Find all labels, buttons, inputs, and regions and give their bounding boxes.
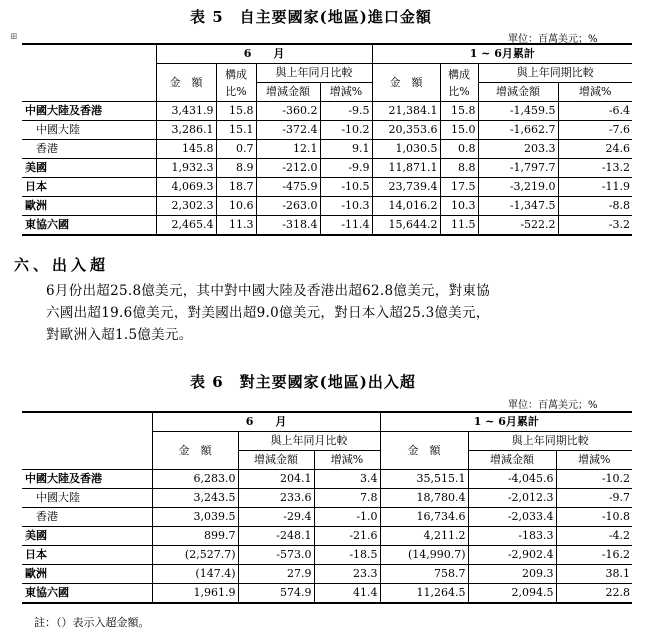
table5-cum-change-header: 增減金額 bbox=[478, 83, 558, 102]
table5-cum-amount-header: 金 額 bbox=[372, 64, 440, 102]
table-row bbox=[22, 102, 632, 121]
table5-share-header: 構成比% bbox=[216, 64, 256, 102]
table-cell: -1,347.5 bbox=[478, 197, 558, 216]
table-cell: -2,033.4 bbox=[468, 508, 556, 527]
table-cell: 1,932.3 bbox=[156, 159, 216, 178]
table-cell: 2,465.4 bbox=[156, 216, 216, 236]
table-cell: -9.7 bbox=[556, 489, 632, 508]
table-cell: -9.9 bbox=[320, 159, 372, 178]
table5-yoy-cum-header: 與上年同期比較 bbox=[478, 64, 632, 83]
table6-month-header: 6 月 bbox=[152, 412, 380, 432]
table-cell: -1.0 bbox=[314, 508, 380, 527]
table-move-handle-icon[interactable]: ⊞ bbox=[10, 32, 18, 42]
row-label: 香港 bbox=[22, 508, 152, 527]
row-label: 中國大陸 bbox=[22, 121, 156, 140]
table-cell: -10.8 bbox=[556, 508, 632, 527]
table6-corner bbox=[22, 412, 152, 470]
table-cell: 15,644.2 bbox=[372, 216, 440, 236]
table-cell: 22.8 bbox=[556, 584, 632, 604]
row-label: 日本 bbox=[22, 178, 156, 197]
table-cell: 7.8 bbox=[314, 489, 380, 508]
table-cell: -16.2 bbox=[556, 546, 632, 565]
table-cell: 23,739.4 bbox=[372, 178, 440, 197]
table-cell: 27.9 bbox=[238, 565, 314, 584]
paragraph-line: 6月份出超25.8億美元，其中對中國大陸及香港出超62.8億美元，對東協 bbox=[46, 283, 491, 299]
table-cell: 21,384.1 bbox=[372, 102, 440, 121]
table-cell: -212.0 bbox=[256, 159, 320, 178]
row-label: 東協六國 bbox=[22, 216, 156, 236]
table-cell: -10.5 bbox=[320, 178, 372, 197]
paragraph-line: 對歐洲入超1.5億美元。 bbox=[46, 327, 193, 343]
table-cell: 758.7 bbox=[380, 565, 468, 584]
table-cell: 204.1 bbox=[238, 470, 314, 489]
table-cell: 11.5 bbox=[440, 216, 478, 236]
section-paragraph bbox=[46, 280, 646, 346]
table5-corner bbox=[22, 44, 156, 102]
table-cell: 38.1 bbox=[556, 565, 632, 584]
table-cell: -11.4 bbox=[320, 216, 372, 236]
table-cell: -1,662.7 bbox=[478, 121, 558, 140]
table-cell: 8.8 bbox=[440, 159, 478, 178]
table-cell: 14,016.2 bbox=[372, 197, 440, 216]
table-cell: 4,211.2 bbox=[380, 527, 468, 546]
row-label: 美國 bbox=[22, 527, 152, 546]
table-cell: -18.5 bbox=[314, 546, 380, 565]
table-cell: 15.0 bbox=[440, 121, 478, 140]
table-cell: 20,353.6 bbox=[372, 121, 440, 140]
table-cell: -4,045.6 bbox=[468, 470, 556, 489]
table-cell: 15.8 bbox=[440, 102, 478, 121]
table-cell: -7.6 bbox=[558, 121, 632, 140]
table-row bbox=[22, 527, 632, 546]
row-label: 歐洲 bbox=[22, 197, 156, 216]
table-cell: 233.6 bbox=[238, 489, 314, 508]
table6-yoy-cum-header: 與上年同期比較 bbox=[468, 432, 632, 451]
table-cell: -318.4 bbox=[256, 216, 320, 236]
table-cell: 18.7 bbox=[216, 178, 256, 197]
table5-change-header: 增減金額 bbox=[256, 83, 320, 102]
table6-amount-header: 金 額 bbox=[152, 432, 238, 470]
table-cell: 16,734.6 bbox=[380, 508, 468, 527]
table-cell: -248.1 bbox=[238, 527, 314, 546]
table-cell: 41.4 bbox=[314, 584, 380, 604]
table-cell: -6.4 bbox=[558, 102, 632, 121]
table5-month-header: 6 月 bbox=[156, 44, 372, 64]
table6-title: 表 6 對主要國家(地區)出入超 bbox=[190, 373, 416, 391]
row-label: 中國大陸及香港 bbox=[22, 470, 152, 489]
table-cell: 2,094.5 bbox=[468, 584, 556, 604]
table6-note: 註：（）表示入超金額。 bbox=[34, 616, 150, 629]
table-cell: 11.3 bbox=[216, 216, 256, 236]
table-cell: 18,780.4 bbox=[380, 489, 468, 508]
table-cell: 35,515.1 bbox=[380, 470, 468, 489]
row-label: 香港 bbox=[22, 140, 156, 159]
table-cell: 9.1 bbox=[320, 140, 372, 159]
table-cell: 899.7 bbox=[152, 527, 238, 546]
table-cell: 574.9 bbox=[238, 584, 314, 604]
table-cell: 10.6 bbox=[216, 197, 256, 216]
section-title: 六、出入超 bbox=[14, 256, 110, 274]
table-cell: -13.2 bbox=[558, 159, 632, 178]
table-row bbox=[22, 489, 632, 508]
paragraph-line: 六國出超19.6億美元，對美國出超9.0億美元，對日本入超25.3億美元， bbox=[46, 305, 490, 321]
table-cell: 0.7 bbox=[216, 140, 256, 159]
table5-cum-header: 1 ~ 6月累計 bbox=[372, 44, 632, 64]
table-cell: -10.2 bbox=[320, 121, 372, 140]
table-cell: -9.5 bbox=[320, 102, 372, 121]
table-cell: -10.3 bbox=[320, 197, 372, 216]
table-row bbox=[22, 140, 632, 159]
table-cell: (2,527.7) bbox=[152, 546, 238, 565]
table5-cum-pct-header: 增減% bbox=[558, 83, 632, 102]
table6-cum-amount-header: 金 額 bbox=[380, 432, 468, 470]
table-row bbox=[22, 197, 632, 216]
table-cell: -573.0 bbox=[238, 546, 314, 565]
row-label: 日本 bbox=[22, 546, 152, 565]
table5-cum-share-header: 構成比% bbox=[440, 64, 478, 102]
table-cell: -522.2 bbox=[478, 216, 558, 236]
table5-title: 表 5 自主要國家(地區)進口金額 bbox=[190, 8, 432, 26]
table-cell: 15.1 bbox=[216, 121, 256, 140]
table-cell: 3,431.9 bbox=[156, 102, 216, 121]
table-cell: (147.4) bbox=[152, 565, 238, 584]
table-row bbox=[22, 159, 632, 178]
table-cell: -183.3 bbox=[468, 527, 556, 546]
table-cell: -21.6 bbox=[314, 527, 380, 546]
table-cell: 3,286.1 bbox=[156, 121, 216, 140]
row-label: 歐洲 bbox=[22, 565, 152, 584]
table-cell: -475.9 bbox=[256, 178, 320, 197]
table-row bbox=[22, 178, 632, 197]
table-cell: 209.3 bbox=[468, 565, 556, 584]
table-row bbox=[22, 565, 632, 584]
table5-amount-header: 金 額 bbox=[156, 64, 216, 102]
table6 bbox=[22, 411, 632, 604]
table-row bbox=[22, 546, 632, 565]
table-cell: 23.3 bbox=[314, 565, 380, 584]
table-cell: -4.2 bbox=[556, 527, 632, 546]
table-cell: 203.3 bbox=[478, 140, 558, 159]
table-cell: 11,871.1 bbox=[372, 159, 440, 178]
table-cell: 3,243.5 bbox=[152, 489, 238, 508]
table-cell: 0.8 bbox=[440, 140, 478, 159]
row-label: 中國大陸 bbox=[22, 489, 152, 508]
table-row bbox=[22, 216, 632, 236]
table-row bbox=[22, 121, 632, 140]
table-cell: 4,069.3 bbox=[156, 178, 216, 197]
table5 bbox=[22, 43, 632, 236]
table-cell: 3,039.5 bbox=[152, 508, 238, 527]
table-cell: 1,961.9 bbox=[152, 584, 238, 604]
table-cell: 2,302.3 bbox=[156, 197, 216, 216]
table6-change-header: 增減金額 bbox=[238, 451, 314, 470]
table-cell: 3.4 bbox=[314, 470, 380, 489]
table-cell: 24.6 bbox=[558, 140, 632, 159]
table6-yoy-header: 與上年同月比較 bbox=[238, 432, 380, 451]
table-cell: -263.0 bbox=[256, 197, 320, 216]
table-row bbox=[22, 584, 632, 604]
table-cell: -3,219.0 bbox=[478, 178, 558, 197]
table-cell: 1,030.5 bbox=[372, 140, 440, 159]
table-cell: -3.2 bbox=[558, 216, 632, 236]
table5-unit: 單位：百萬美元；% bbox=[508, 34, 598, 45]
row-label: 東協六國 bbox=[22, 584, 152, 604]
table-cell: -2,012.3 bbox=[468, 489, 556, 508]
table-cell: -29.4 bbox=[238, 508, 314, 527]
table-cell: 6,283.0 bbox=[152, 470, 238, 489]
table-row bbox=[22, 470, 632, 489]
table5-pct-header: 增減% bbox=[320, 83, 372, 102]
table5-yoy-header: 與上年同月比較 bbox=[256, 64, 372, 83]
table6-pct-header: 增減% bbox=[314, 451, 380, 470]
table-cell: -10.2 bbox=[556, 470, 632, 489]
table-cell: 11,264.5 bbox=[380, 584, 468, 604]
table-cell: -1,459.5 bbox=[478, 102, 558, 121]
table-row bbox=[22, 508, 632, 527]
table-cell: 145.8 bbox=[156, 140, 216, 159]
table6-unit: 單位：百萬美元；% bbox=[508, 400, 598, 411]
table6-cum-pct-header: 增減% bbox=[556, 451, 632, 470]
table-cell: 15.8 bbox=[216, 102, 256, 121]
table-cell: -1,797.7 bbox=[478, 159, 558, 178]
table6-cum-change-header: 增減金額 bbox=[468, 451, 556, 470]
table-cell: (14,990.7) bbox=[380, 546, 468, 565]
table-cell: 17.5 bbox=[440, 178, 478, 197]
table-cell: 12.1 bbox=[256, 140, 320, 159]
table-cell: 10.3 bbox=[440, 197, 478, 216]
table-cell: -372.4 bbox=[256, 121, 320, 140]
table-cell: -11.9 bbox=[558, 178, 632, 197]
table-cell: -8.8 bbox=[558, 197, 632, 216]
table-cell: 8.9 bbox=[216, 159, 256, 178]
row-label: 中國大陸及香港 bbox=[22, 102, 156, 121]
row-label: 美國 bbox=[22, 159, 156, 178]
table-cell: -360.2 bbox=[256, 102, 320, 121]
table-cell: -2,902.4 bbox=[468, 546, 556, 565]
table6-cum-header: 1 ~ 6月累計 bbox=[380, 412, 632, 432]
